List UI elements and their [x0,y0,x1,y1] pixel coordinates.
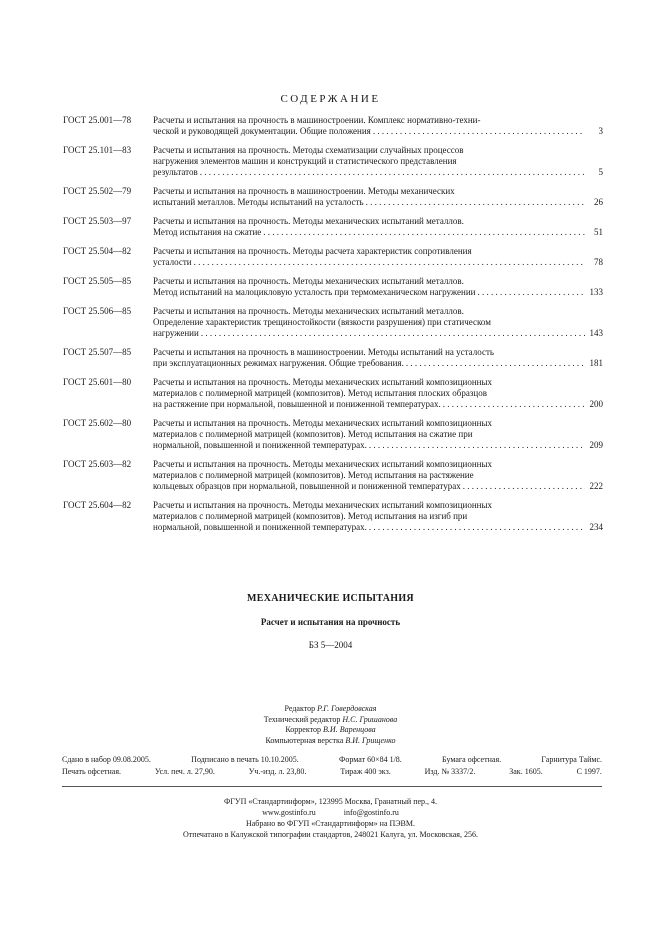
credit-role: Редактор [284,704,316,713]
toc-entry-last-line [153,481,603,492]
toc-entry [63,377,603,410]
toc-entry-title [153,377,603,410]
toc-entry-page: 78 [594,257,603,267]
toc-entry-line: Расчеты и испытания на прочность. Методы схематизации случайных процессов [153,145,464,155]
toc-entry-last-line [153,399,603,410]
toc-entry-line: Расчеты и испытания на прочность в машиностроении. Методы испытаний на усталость [153,347,495,357]
credit-proofreader [0,725,661,736]
imprint-item: Формат 60×84 1/8. [339,755,402,764]
toc-entry-line: материалов с полимерной матрицей (композитов). Метод испытания на сжатие при [153,429,473,439]
credit-tech-editor [0,715,661,726]
imprint-row-2 [62,766,602,778]
toc-entry-title [153,347,603,369]
credit-person: Р.Г. Говердовская [317,704,377,713]
toc-entry-code: ГОСТ 25.502—79 [63,186,132,196]
toc-entry-line: нормальной, повышенной и пониженной температурах. [153,522,367,532]
toc-entry-code: ГОСТ 25.503—97 [63,216,132,226]
toc-entry-last-line [153,328,603,339]
table-of-contents [63,115,603,541]
toc-entry-line: Расчеты и испытания на прочность. Методы механических испытаний металлов. [153,306,464,316]
toc-leader-dots [200,167,585,178]
toc-entry-page: 5 [598,167,603,177]
toc-entry-line: нормальной, повышенной и пониженной температурах. [153,440,367,450]
imprint-item: Подписано в печать 10.10.2005. [191,755,299,764]
credits [0,704,661,746]
toc-entry-line: Определение характеристик трещиностойкости (вязкости разрушения) при статическом [153,317,491,327]
section-title: МЕХАНИЧЕСКИЕ ИСПЫТАНИЯ [247,593,414,604]
toc-entry-line: материалов с полимерной матрицей (композитов). Метод испытания на изгиб при [153,511,468,521]
toc-entry [63,500,603,533]
toc-entry-title [153,145,603,178]
credit-layout [0,736,661,747]
toc-leader-dots [463,481,585,492]
toc-entry-line: Расчеты и испытания на прочность. Методы механических испытаний металлов. [153,216,464,226]
publisher-address: ФГУП «Стандартинформ», 123995 Москва, Гранатный пер., 4. [223,797,438,806]
toc-entry-line: нагружении [153,328,199,338]
toc-entry [63,418,603,451]
toc-entry-code: ГОСТ 25.602—80 [63,418,132,428]
toc-entry-code: ГОСТ 25.603—82 [63,459,132,469]
toc-entry-last-line [153,522,603,533]
toc-entry-line: испытаний металлов. Методы испытаний на усталость [153,197,364,207]
imprint-item: Тираж 400 экз. [340,767,391,776]
toc-leader-dots [366,197,585,208]
toc-entry-page: 143 [589,328,603,338]
toc-entry-page: 181 [589,358,603,368]
toc-entry-title [153,246,603,268]
toc-leader-dots [369,440,585,451]
toc-entry-last-line [153,227,603,238]
toc-entry-page: 133 [589,287,603,297]
toc-entry-page: 26 [594,197,603,207]
toc-entry-line: Расчеты и испытания на прочность. Методы механических испытаний металлов. [153,276,464,286]
imprint [62,754,602,778]
toc-entry-line: на растяжение при нормальной, повышенной и пониженной температурах. [153,399,441,409]
toc-entry-last-line [153,358,603,369]
toc-entry-line: Расчеты и испытания на прочность. Методы механических испытаний композиционных [153,500,493,510]
toc-entry-code: ГОСТ 25.101—83 [63,145,132,155]
credit-role: Компьютерная верстка [265,735,344,745]
imprint-item: Усл. печ. л. 27,90. [154,767,215,776]
toc-entry-line: ческой и руководящей документации. Общие положения [153,126,371,136]
toc-entry-page: 234 [589,522,603,532]
toc-entry-line: Метод испытания на сжатие [153,227,262,237]
toc-entry-title [153,216,603,238]
toc-entry-last-line [153,197,603,208]
credit-person: В.И. Грищенко [345,735,396,745]
toc-entry-line: материалов с полимерной матрицей (композитов). Метод испытания на растяжение [153,470,474,480]
toc-entry-code: ГОСТ 25.601—80 [63,377,132,387]
toc-entry-title [153,418,603,451]
imprint-item: Гарнитура Таймс. [541,755,602,764]
toc-entry-page: 51 [594,227,603,237]
toc-entry-code: ГОСТ 25.504—82 [63,246,132,256]
toc-leader-dots [477,287,585,298]
toc-entry-code: ГОСТ 25.506—85 [63,306,132,316]
toc-entry-line: материалов с полимерной матрицей (композитов). Метод испытания плоских образцов [153,388,488,398]
toc-entry-code: ГОСТ 25.001—78 [63,115,132,125]
toc-entry-line: при эксплуатационных режимах нагружения. Общие требования. [153,358,404,368]
toc-entry-last-line [153,126,603,137]
toc-entry [63,306,603,339]
credit-role: Корректор [285,725,322,734]
imprint-item: С 1997. [576,767,602,776]
publisher-email: info@gostinfo.ru [343,808,399,817]
toc-entry-line: Расчеты и испытания на прочность в машиностроении. Методы механических [153,186,455,196]
toc-entry-title [153,459,603,492]
toc-leader-dots [373,126,585,137]
toc-entry-code: ГОСТ 25.507—85 [63,347,132,357]
toc-entry-code: ГОСТ 25.604—82 [63,500,132,510]
toc-entry-title [153,115,603,137]
toc-entry-line: Расчеты и испытания на прочность в машиностроении. Комплекс нормативно-техни- [153,115,481,125]
section-subtitle: Расчет и испытания на прочность [260,617,401,627]
toc-entry-last-line [153,167,603,178]
toc-entry-last-line [153,287,603,298]
toc-entry-title [153,186,603,208]
toc-entry-page: 200 [589,399,603,409]
toc-entry-code: ГОСТ 25.505—85 [63,276,132,286]
toc-leader-dots [194,257,585,268]
toc-entry-title [153,276,603,298]
imprint-item: Зак. 1605. [509,767,543,776]
toc-leader-dots [443,399,585,410]
printing-info: Отпечатано в Калужской типографии стандартов, 248021 Калуга, ул. Московская, 256. [183,830,478,839]
publisher-info [0,796,661,840]
imprint-item: Печать офсетная. [62,767,122,776]
toc-entry-last-line [153,257,603,268]
credit-person: В.И. Варенцова [323,725,376,734]
section-code: БЗ 5—2004 [308,640,353,650]
imprint-item: Уч.-изд. л. 23,80. [248,767,307,776]
typeset-info: Набрано во ФГУП «Стандартинформ» на ПЭВМ. [245,819,416,828]
credit-editor [0,704,661,715]
toc-entry-line: Расчеты и испытания на прочность. Методы расчета характеристик сопротивления [153,246,472,256]
toc-leader-dots [369,522,585,533]
toc-entry [63,186,603,208]
toc-entry-line: результатов [153,167,198,177]
toc-entry-last-line [153,440,603,451]
toc-leader-dots [406,358,585,369]
toc-entry [63,347,603,369]
toc-entry-page: 3 [598,126,603,136]
toc-entry-line: Расчеты и испытания на прочность. Методы механических испытаний композиционных [153,418,493,428]
toc-entry [63,216,603,238]
toc-entry [63,459,603,492]
toc-title: СОДЕРЖАНИЕ [280,93,381,105]
publisher-contacts [0,807,661,818]
credit-role: Технический редактор [263,714,341,724]
publisher-website: www.gostinfo.ru [262,808,316,817]
credit-person: Н.С. Гришанова [342,714,398,724]
imprint-item: Бумага офсетная. [442,755,502,764]
toc-entry-line: Расчеты и испытания на прочность. Методы механических испытаний композиционных [153,377,493,387]
toc-entry-title [153,500,603,533]
toc-leader-dots [201,328,585,339]
toc-entry-line: усталости [153,257,192,267]
toc-entry [63,276,603,298]
toc-entry-title [153,306,603,339]
toc-entry-line: Метод испытаний на малоцикловую усталость при термомеханическом нагружении [153,287,476,297]
toc-entry [63,145,603,178]
toc-entry [63,246,603,268]
imprint-item: Сдано в набор 09.08.2005. [62,755,151,764]
imprint-row-1 [62,754,602,766]
toc-leader-dots [263,227,585,238]
imprint-item: Изд. № 3337/2. [424,767,476,776]
toc-entry-line: Расчеты и испытания на прочность. Методы механических испытаний композиционных [153,459,493,469]
toc-entry-page: 209 [589,440,603,450]
toc-entry-line: кольцевых образцов при нормальной, повышенной и пониженной температурах [153,481,461,491]
divider-rule [62,786,602,787]
toc-entry-page: 222 [589,481,603,491]
toc-entry-line: нагружения элементов машин и конструкций и статистического представления [153,156,457,166]
toc-entry [63,115,603,137]
